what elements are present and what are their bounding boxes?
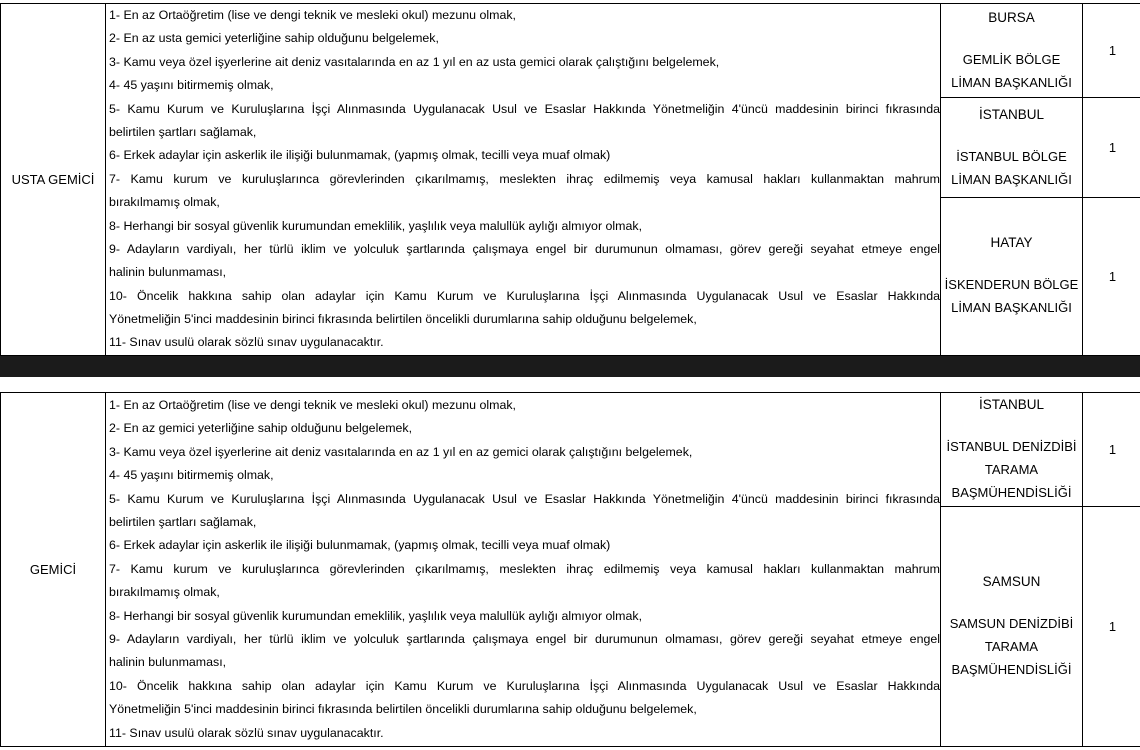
requirement-line: Yönetmeliğin 5'inci maddesinin birinci fıkrasında belirtilen öncelikli durumlarına sahip olduğunu belgelemek, <box>109 312 697 327</box>
requirement-line: 4- 45 yaşını bitirmemiş olmak, <box>109 78 274 93</box>
position-count: 1 <box>1083 4 1140 98</box>
position-count: 1 <box>1083 507 1140 747</box>
city-name: BURSA <box>988 9 1035 25</box>
requirements-cell <box>106 393 941 747</box>
requirement-line: 7- Kamu kurum ve kuruluşlarınca görevlerinden çıkarılmamış, meslekten ihraç edilmemiş veya kamusal hakları kullanmaktan mahrum <box>109 561 940 576</box>
section-divider <box>0 356 1140 377</box>
office-name: LİMAN BAŞKANLIĞI <box>951 300 1072 316</box>
requirement-line: 11- Sınav usulü olarak sözlü sınav uygulanacaktır. <box>109 725 384 740</box>
requirement-line: Yönetmeliğin 5'inci maddesinin birinci fıkrasında belirtilen öncelikli durumlarına sahip olduğunu belgelemek, <box>109 702 697 717</box>
requirement-line: 10- Öncelik hakkına sahip olan adaylar için Kamu Kurum ve Kuruluşlarına İşçi Alınmasında Uygulanacak Usul ve Esaslar Hakkında <box>109 678 940 693</box>
location-cell <box>941 197 1083 355</box>
office-name: GEMLİK BÖLGE <box>962 51 1061 67</box>
requirements-list <box>106 394 940 745</box>
location-cell <box>941 393 1083 507</box>
requirement-line: belirtilen şartları sağlamak, <box>109 515 257 530</box>
office-name: LİMAN BAŞKANLIĞI <box>951 171 1072 187</box>
requirements-list <box>106 4 940 355</box>
requirement-line: bırakılmamış olmak, <box>109 195 220 210</box>
requirement-line: 8- Herhangi bir sosyal güvenlik kurumundan emeklilik, yaşlılık veya malullük aylığı almıyor olmak, <box>109 218 643 233</box>
city-name: İSTANBUL <box>978 106 1044 122</box>
usta-gemici-table <box>0 3 1140 356</box>
requirement-line: 8- Herhangi bir sosyal güvenlik kurumundan emeklilik, yaşlılık veya malullük aylığı almıyor olmak, <box>109 608 643 623</box>
requirement-line: 1- En az Ortaöğretim (lise ve dengi teknik ve mesleki okul) mezunu olmak, <box>109 398 516 413</box>
office-name: LİMAN BAŞKANLIĞI <box>951 74 1072 90</box>
location-cell <box>941 4 1083 98</box>
requirement-line: 9- Adayların vardiyalı, her türlü iklim ve yolculuk şartlarında çalışmaya engel bir durumunun olmaması, görev gereği seyahat etmeye engel <box>109 631 940 646</box>
position-count: 1 <box>1083 197 1140 355</box>
requirement-line: bırakılmamış olmak, <box>109 585 220 600</box>
position-title: GEMİCİ <box>1 393 106 747</box>
requirement-line: halinin bulunmaması, <box>109 655 227 670</box>
position-count: 1 <box>1083 393 1140 507</box>
requirement-line: 5- Kamu Kurum ve Kuruluşlarına İşçi Alınmasında Uygulanacak Usul ve Esaslar Hakkında Yönetmeliğin 4'üncü maddesinin birinci fıkrasında <box>109 101 940 116</box>
requirement-line: 2- En az usta gemici yeterliğine sahip olduğunu belgelemek, <box>109 31 439 46</box>
requirement-line: 6- Erkek adaylar için askerlik ile ilişiği bulunmamak, (yapmış olmak, tecilli veya muaf olmak) <box>109 538 611 553</box>
requirement-line: belirtilen şartları sağlamak, <box>109 124 257 139</box>
location-cell <box>941 507 1083 747</box>
requirement-line: 6- Erkek adaylar için askerlik ile ilişiği bulunmamak, (yapmış olmak, tecilli veya muaf olmak) <box>109 148 611 163</box>
requirement-line: halinin bulunmaması, <box>109 265 227 280</box>
requirements-cell <box>106 4 941 356</box>
position-count: 1 <box>1083 98 1140 198</box>
gemici-table <box>0 392 1140 747</box>
position-title: USTA GEMİCİ <box>1 4 106 356</box>
requirement-line: 11- Sınav usulü olarak sözlü sınav uygulanacaktır. <box>109 335 384 350</box>
city-name: İSTANBUL <box>978 397 1044 412</box>
office-name: SAMSUN DENİZDİBİ <box>949 616 1074 631</box>
city-name: HATAY <box>990 235 1033 251</box>
office-name: İSKENDERUN BÖLGE <box>944 277 1079 293</box>
office-name: İSTANBUL DENİZDİBİ <box>946 439 1077 454</box>
office-name: İSTANBUL BÖLGE <box>956 148 1067 164</box>
requirement-line: 2- En az gemici yeterliğine sahip olduğunu belgelemek, <box>109 421 413 436</box>
requirement-line: 9- Adayların vardiyalı, her türlü iklim ve yolculuk şartlarında çalışmaya engel bir durumunun olmaması, görev gereği seyahat etmeye engel <box>109 241 940 256</box>
requirement-line: 5- Kamu Kurum ve Kuruluşlarına İşçi Alınmasında Uygulanacak Usul ve Esaslar Hakkında Yönetmeliğin 4'üncü maddesinin birinci fıkrasında <box>109 491 940 506</box>
office-name: BAŞMÜHENDİSLİĞİ <box>951 485 1072 500</box>
office-name: TARAMA <box>984 462 1039 477</box>
requirement-line: 10- Öncelik hakkına sahip olan adaylar için Kamu Kurum ve Kuruluşlarına İşçi Alınmasında Uygulanacak Usul ve Esaslar Hakkında <box>109 288 940 303</box>
requirement-line: 3- Kamu veya özel işyerlerine ait deniz vasıtalarında en az 1 yıl en az usta gemici olarak çalıştığını belgelemek, <box>109 54 720 69</box>
requirement-line: 1- En az Ortaöğretim (lise ve dengi teknik ve mesleki okul) mezunu olmak, <box>109 8 516 22</box>
requirement-line: 7- Kamu kurum ve kuruluşlarınca görevlerinden çıkarılmamış, meslekten ihraç edilmemiş veya kamusal hakları kullanmaktan mahrum <box>109 171 940 186</box>
location-cell <box>941 98 1083 198</box>
city-name: SAMSUN <box>982 574 1041 589</box>
office-name: TARAMA <box>984 639 1039 654</box>
requirement-line: 3- Kamu veya özel işyerlerine ait deniz vasıtalarında en az 1 yıl en az gemici olarak çalıştığını belgelemek, <box>109 444 693 459</box>
requirement-line: 4- 45 yaşını bitirmemiş olmak, <box>109 468 274 483</box>
office-name: BAŞMÜHENDİSLİĞİ <box>951 662 1072 677</box>
